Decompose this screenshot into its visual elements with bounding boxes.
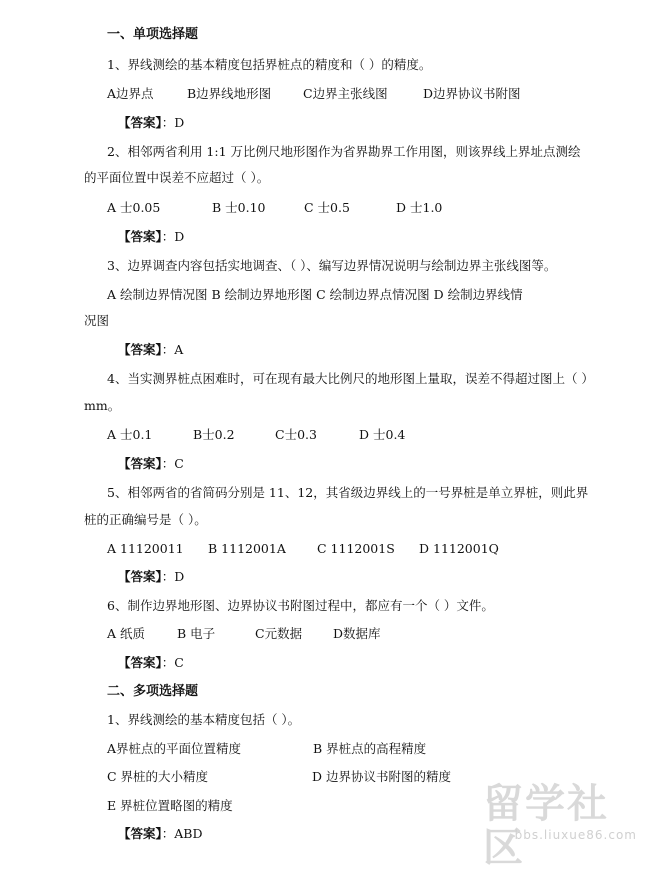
- question-4-text-line1: 4、当实测界桩点困难时，可在现有最大比例尺的地形图上量取，误差不得超过图上（ ）: [107, 371, 594, 386]
- q2-answer-value: ：D: [161, 229, 185, 244]
- q3-answer: [118, 342, 183, 358]
- q4-option-a: A 士0.1: [107, 427, 153, 442]
- question-2-text-line1: 2、相邻两省利用 1:1 万比例尺地形图作为省界勘界工作用图，则该界线上界址点测绘: [107, 144, 581, 159]
- m1-option-d: D 边界协议书附图的精度: [312, 769, 451, 784]
- q3-options: A 绘制边界情况图 B 绘制边界地形图 C 绘制边界点情况图 D 绘制边界线情: [107, 287, 523, 302]
- answer-label: 【答案】: [118, 826, 162, 841]
- q4-option-b: B士0.2: [193, 427, 235, 442]
- q2-answer: [118, 229, 184, 245]
- section-title-multiple-choice: 二、多项选择题: [107, 684, 199, 699]
- q3-options-wrap: 况图: [84, 313, 110, 328]
- watermark: [483, 781, 643, 871]
- question-1-text: 1、界线测绘的基本精度包括界桩点的精度和（ ）的精度。: [107, 57, 432, 72]
- q2-option-d: D 士1.0: [396, 200, 443, 215]
- q1-option-d: D边界协议书附图: [423, 86, 521, 101]
- q1-option-b: B边界线地形图: [187, 86, 272, 101]
- m1-answer-value: ：ABD: [161, 826, 203, 841]
- q5-answer-value: ：D: [161, 569, 185, 584]
- watermark-brand: 留学社区: [483, 781, 609, 871]
- answer-label: 【答案】: [118, 456, 162, 471]
- m1-answer: [118, 826, 203, 842]
- q1-answer-value: ：D: [161, 115, 185, 130]
- q5-option-c: C 1112001S: [317, 541, 395, 556]
- answer-label: 【答案】: [118, 655, 162, 670]
- q4-answer-value: ：C: [161, 456, 184, 471]
- answer-label: 【答案】: [118, 115, 162, 130]
- q6-option-c: C元数据: [255, 626, 303, 641]
- q2-option-c: C 士0.5: [304, 200, 350, 215]
- q2-option-a: A 士0.05: [107, 200, 161, 215]
- question-5-text-line1: 5、相邻两省的省简码分别是 11、12，其省级边界线上的一号界桩是单立界桩，则此界: [107, 485, 589, 500]
- q6-option-b: B 电子: [177, 626, 216, 641]
- m1-option-b: B 界桩点的高程精度: [313, 741, 427, 756]
- m1-option-c: C 界桩的大小精度: [107, 769, 209, 784]
- q1-option-c: C边界主张线图: [303, 86, 388, 101]
- answer-label: 【答案】: [118, 342, 162, 357]
- q6-answer-value: ：C: [161, 655, 184, 670]
- m1-option-a: A界桩点的平面位置精度: [107, 741, 242, 756]
- q2-option-b: B 士0.10: [212, 200, 266, 215]
- q3-answer-value: ：A: [161, 342, 184, 357]
- answer-label: 【答案】: [118, 229, 162, 244]
- q5-option-b: B 1112001A: [208, 541, 286, 556]
- m1-option-e: E 界桩位置略图的精度: [107, 798, 233, 813]
- section-title-single-choice: 一、单项选择题: [107, 27, 199, 42]
- q1-answer: [118, 115, 184, 131]
- q5-option-a: A 11120011: [107, 541, 184, 556]
- q4-option-c: C士0.3: [275, 427, 317, 442]
- question-3-text: 3、边界调查内容包括实地调查、（ ）、编写边界情况说明与绘制边界主张线图等。: [107, 258, 557, 273]
- question-5-text-line2: 桩的正确编号是（ ）。: [84, 512, 207, 527]
- watermark-url: bbs.liuxue86.com: [514, 828, 637, 842]
- q5-option-d: D 1112001Q: [419, 541, 499, 556]
- q4-option-d: D 士0.4: [359, 427, 406, 442]
- q4-answer: [118, 456, 184, 472]
- question-4-text-line2: mm。: [84, 398, 121, 413]
- answer-label: 【答案】: [118, 569, 162, 584]
- q5-answer: [118, 569, 184, 585]
- multi-question-1-text: 1、界线测绘的基本精度包括（ ）。: [107, 712, 301, 727]
- q6-option-a: A 纸质: [107, 626, 146, 641]
- q1-option-a: A边界点: [107, 86, 154, 101]
- question-2-text-line2: 的平面位置中误差不应超过（ ）。: [84, 170, 270, 185]
- q6-answer: [118, 655, 184, 671]
- q6-option-d: D数据库: [333, 626, 381, 641]
- question-6-text: 6、制作边界地形图、边界协议书附图过程中，都应有一个（ ）文件。: [107, 598, 494, 613]
